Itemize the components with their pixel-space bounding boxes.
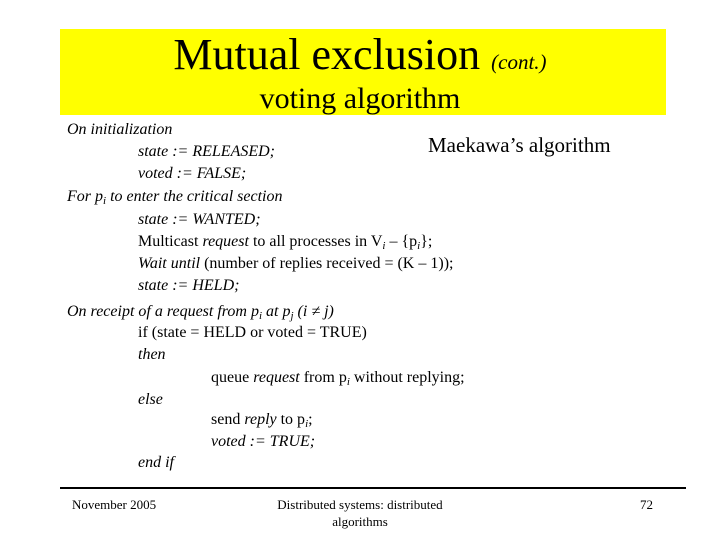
enter-cs-line: For $p_i$ to enter the critical section bbox=[67, 188, 283, 207]
voted-true-line: voted := TRUE; bbox=[211, 433, 316, 450]
state-wanted-line: state := WANTED; bbox=[138, 211, 261, 228]
title-cont: (cont.) bbox=[491, 50, 547, 74]
on-receipt-line: On receipt of a request from $p_i$ at $p_j$ (i ≠ j) bbox=[67, 303, 334, 322]
footer-divider bbox=[60, 487, 686, 489]
end-if-line: end if bbox=[138, 454, 174, 471]
multicast-line: Multicast request to all processes in $V_i - \{p_i\}$; bbox=[138, 233, 433, 252]
footer-page-number: 72 bbox=[640, 497, 653, 512]
side-label: Maekawa’s algorithm bbox=[428, 133, 611, 157]
then-line: then bbox=[138, 346, 166, 363]
footer-date: November 2005 bbox=[72, 497, 157, 512]
slide-title bbox=[0, 30, 720, 87]
slide-subtitle: voting algorithm bbox=[259, 82, 461, 115]
title-main: Mutual exclusion bbox=[173, 30, 481, 79]
state-released-line: state := RELEASED; bbox=[138, 143, 275, 160]
on-init-line: On initialization bbox=[67, 121, 173, 138]
voted-false-line: voted := FALSE; bbox=[138, 165, 247, 182]
state-held-line: state := HELD; bbox=[138, 277, 240, 294]
queue-line: queue request from $p_i$ without replying; bbox=[211, 369, 465, 388]
footer-title: Distributed systems: distributed algorithms bbox=[277, 497, 443, 529]
wait-line: Wait until (number of replies received = (K – 1)); bbox=[138, 255, 454, 272]
if-line: if (state = HELD or voted = TRUE) bbox=[138, 324, 367, 341]
send-line: send reply to $p_i$; bbox=[211, 411, 313, 430]
else-line: else bbox=[138, 391, 163, 408]
